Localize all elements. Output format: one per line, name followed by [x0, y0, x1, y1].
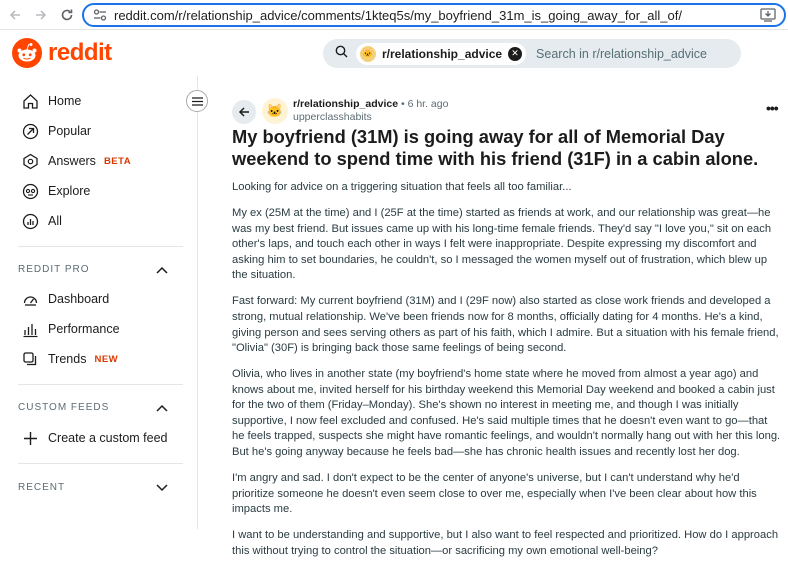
- sidebar-item-label: Home: [48, 94, 82, 108]
- sidebar-item-explore[interactable]: [20, 176, 90, 206]
- explore-icon: [20, 181, 40, 201]
- sidebar-item-performance[interactable]: [20, 314, 120, 344]
- hamburger-menu-icon: [192, 97, 203, 106]
- sidebar-item-label: Answers: [48, 154, 96, 168]
- all-icon: [20, 211, 40, 231]
- search-input[interactable]: Search in r/relationship_advice: [536, 46, 707, 61]
- sidebar-item-label: Create a custom feed: [48, 431, 168, 445]
- reload-icon[interactable]: [56, 4, 78, 26]
- answers-icon: [20, 151, 40, 171]
- url-text: reddit.com/r/relationship_advice/comments/1kteq5s/my_boyfriend_31m_is_going_away_for_all_of/: [114, 7, 682, 23]
- reddit-wordmark: reddit: [48, 39, 112, 66]
- back-arrow-icon[interactable]: [4, 4, 26, 26]
- meta-separator: •: [400, 98, 405, 110]
- sidebar-item-label: Dashboard: [48, 292, 110, 306]
- subreddit-avatar-icon: 🐱: [360, 46, 376, 62]
- post-body: [232, 180, 782, 570]
- address-bar[interactable]: [82, 3, 786, 27]
- sidebar-item-popular[interactable]: [20, 116, 91, 146]
- clear-chip-icon[interactable]: ✕: [508, 47, 522, 61]
- trends-icon: [20, 349, 40, 369]
- install-app-icon[interactable]: [760, 8, 776, 22]
- post-paragraph: Looking for advice on a triggering situation that feels all too familiar...: [232, 181, 572, 193]
- subreddit-search-chip[interactable]: [356, 43, 526, 65]
- post-paragraph: Olivia, who lives in another state (my boyfriend's home state where he moved from almost a year ago) and knows about me, invited herself for his birthday weekend this Memorial Day weekend and booked a cabin just for the two of them (Friday–Monday). She's shown no interest in meeting me, and though I was initially supportive, I now feel excluded and confused. He's said multiple times that he doesn't even want to go—that he feels trapped, suspects she might have romantic feelings, and wouldn't normally hang out with her this long. But he's going anyway because he feels bad—she has chronic health issues and recently lost her dog.: [232, 368, 781, 459]
- post-paragraph: I'm angry and sad. I don't expect to be the center of anyone's universe, but I can't understand why he'd prioritize someone he doesn't even seem close to over me, especially when I've been clear about how this impacts me.: [232, 472, 757, 516]
- subreddit-link[interactable]: r/relationship_advice: [293, 98, 399, 110]
- sidebar-item-label: Performance: [48, 322, 120, 336]
- new-badge: NEW: [94, 353, 119, 365]
- section-title: RECENT: [18, 482, 66, 493]
- recent-section-header[interactable]: [18, 482, 168, 493]
- chevron-down-icon: [156, 484, 168, 492]
- home-icon: [20, 91, 40, 111]
- sidebar-divider: [18, 463, 183, 464]
- sidebar-divider: [18, 384, 183, 385]
- sidebar-divider: [18, 246, 183, 247]
- section-title: CUSTOM FEEDS: [18, 402, 110, 413]
- sidebar-item-label: Popular: [48, 124, 92, 138]
- sidebar-item-home[interactable]: [20, 86, 81, 116]
- sidebar-item-create-custom-feed[interactable]: [20, 423, 168, 453]
- chevron-up-icon: [156, 404, 168, 412]
- beta-badge: BETA: [103, 155, 132, 167]
- sidebar-item-label: All: [48, 214, 62, 228]
- sidebar-item-all[interactable]: [20, 206, 62, 236]
- collapse-sidebar-button[interactable]: [186, 90, 208, 112]
- sidebar-item-answers[interactable]: [20, 146, 131, 176]
- sidebar-item-label: Explore: [48, 184, 91, 198]
- forward-arrow-icon[interactable]: [30, 4, 52, 26]
- performance-icon: [20, 319, 40, 339]
- chevron-up-icon: [156, 266, 168, 274]
- popular-icon: [20, 121, 40, 141]
- search-bar[interactable]: [323, 39, 741, 68]
- post-title: My boyfriend (31M) is going away for all of Memorial Day weekend to spend time with his friend (31F) in a cabin alone.: [232, 126, 759, 169]
- site-settings-icon[interactable]: [92, 7, 108, 23]
- reddit-header: [0, 30, 788, 76]
- dashboard-icon: [20, 289, 40, 309]
- reddit-snoo-icon: [12, 38, 42, 68]
- reddit-pro-section-header[interactable]: [18, 264, 168, 275]
- more-options-icon[interactable]: •••: [766, 100, 778, 116]
- search-icon: [335, 45, 348, 63]
- custom-feeds-section-header[interactable]: [18, 402, 168, 413]
- reddit-logo[interactable]: [12, 38, 112, 68]
- back-arrow-icon: [238, 106, 250, 118]
- sidebar-item-dashboard[interactable]: [20, 284, 109, 314]
- post-timestamp: 6 hr. ago: [407, 98, 449, 110]
- post-paragraph: I want to be understanding and supportive, but I also want to feel respected and prioritized. How do I approach this without trying to control the situation—or sacrificing my own emotional well-being?: [232, 529, 779, 557]
- back-button[interactable]: [232, 100, 256, 124]
- post-paragraph: Fast forward: My current boyfriend (31M) and I (29F now) also started as close work friends and developed a strong, mutual relationship. We've been friends now for 8 months, officially dating for 4 months. He's a kind, giving person and sees serving others as part of his faith, which I admire. But a situation with his female friend, "Olivia" (30F) is bringing back those same feelings of being second.: [232, 295, 779, 355]
- plus-icon: [20, 428, 40, 448]
- search-chip-label: r/relationship_advice: [382, 46, 503, 61]
- browser-toolbar: [0, 0, 788, 30]
- author-link[interactable]: upperclasshabits: [293, 111, 372, 123]
- sidebar-item-label: Trends: [48, 352, 87, 366]
- section-title: REDDIT PRO: [18, 264, 90, 275]
- left-sidebar: [0, 76, 198, 529]
- subreddit-avatar[interactable]: 🐱: [262, 98, 288, 124]
- post-paragraph: My ex (25M at the time) and I (25F at the time) started as friends at work, and our relationship was great—he was my best friend. But issues came up with his long-time female friends. They'd say "I love you," sit on each other's laps, and touch each other in ways I felt were inappropriate. Despite expressing my discomfort and asking him to set boundaries, he couldn't, so I messaged the women myself out of frustration, which blew up the situation.: [232, 206, 772, 282]
- post-meta: [293, 98, 448, 123]
- sidebar-item-trends[interactable]: [20, 344, 118, 374]
